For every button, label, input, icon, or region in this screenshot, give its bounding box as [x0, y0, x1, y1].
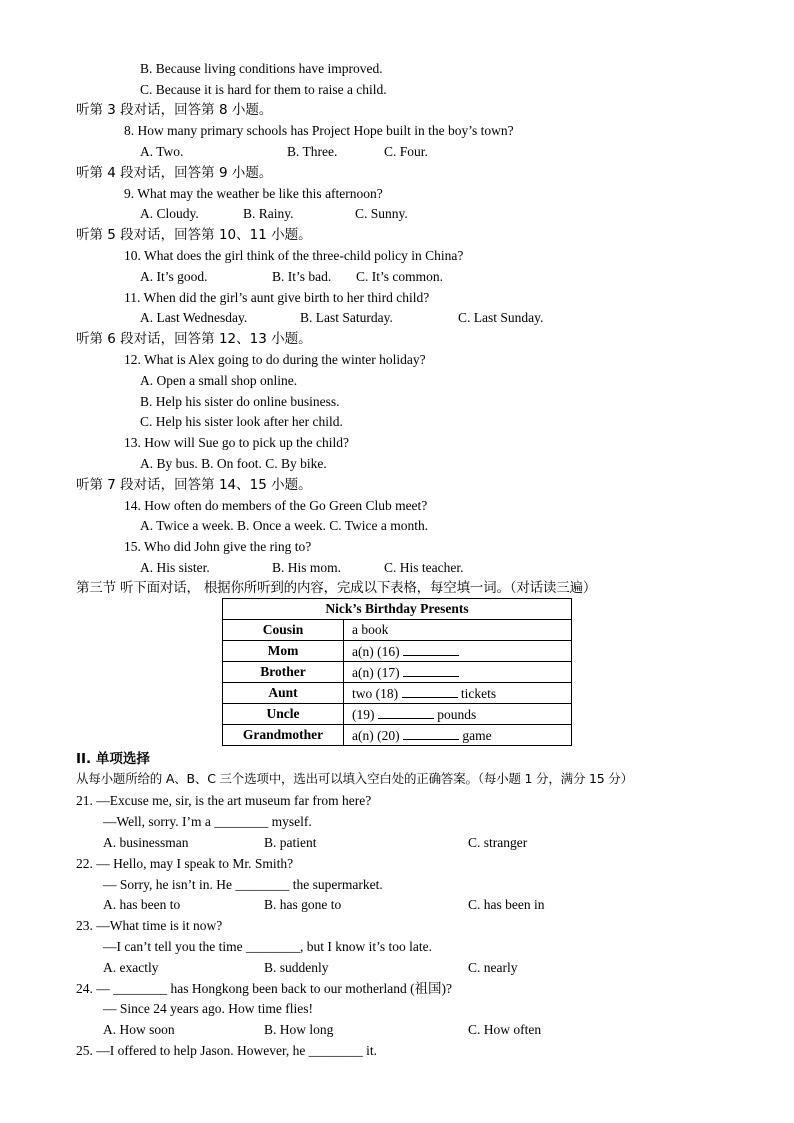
q21-option-c[interactable]: C. stranger [468, 835, 528, 850]
q24-option-c[interactable]: C. How often [468, 1022, 542, 1037]
q22-response: — Sorry, he isn’t in. He ________ the supermarket. [103, 877, 383, 892]
q11-option-c: C. Last Sunday. [458, 310, 544, 325]
q9-option-b: B. Rainy. [243, 206, 294, 221]
section-6-heading: 听第 6 段对话，回答第 12、13 小题。 [76, 331, 312, 347]
q9-option-a: A. Cloudy. [140, 206, 199, 221]
q8-question: 8. How many primary schools has Project Hope built in the boy’s town? [124, 123, 514, 138]
value-text: a(n) (17) [352, 664, 400, 680]
q22-option-c[interactable]: C. has been in [468, 897, 545, 912]
q22-option-b[interactable]: B. has gone to [264, 897, 342, 912]
q11-question: 11. When did the girl’s aunt give birth to her third child? [124, 290, 430, 305]
row-value [344, 704, 572, 725]
q24-question: 24. — ________ has Hongkong been back to our motherland (祖国)? [76, 981, 453, 996]
row-label: Mom [223, 641, 344, 662]
row-value [344, 662, 572, 683]
table-row [223, 662, 572, 683]
q7-option-c: C. Because it is hard for them to raise a child. [140, 82, 387, 97]
q23-option-b[interactable]: B. suddenly [264, 960, 329, 975]
q7-option-b: B. Because living conditions have improved. [140, 61, 383, 76]
q23-option-a[interactable]: A. exactly [103, 960, 159, 975]
q11-option-a: A. Last Wednesday. [140, 310, 248, 325]
table-row [223, 704, 572, 725]
birthday-presents-table [222, 598, 572, 746]
part-3-heading: 第三节 听下面对话， 根据你所听到的内容，完成以下表格，每空填一词。（对话读三遍） [76, 580, 597, 596]
q24-option-a[interactable]: A. How soon [103, 1022, 175, 1037]
q21-response: —Well, sorry. I’m a ________ myself. [103, 814, 312, 829]
q10-option-a: A. It’s good. [140, 269, 208, 284]
answer-blank-19[interactable] [378, 706, 434, 719]
q21-option-a[interactable]: A. businessman [103, 835, 189, 850]
q23-option-c[interactable]: C. nearly [468, 960, 518, 975]
q15-option-b: B. His mom. [272, 560, 342, 575]
section-3-heading: 听第 3 段对话，回答第 8 小题。 [76, 102, 273, 118]
q12-option-a: A. Open a small shop online. [140, 373, 298, 388]
answer-blank-18[interactable] [402, 685, 458, 698]
row-label: Uncle [223, 704, 344, 725]
q15-option-a: A. His sister. [140, 560, 210, 575]
row-label: Brother [223, 662, 344, 683]
q12-option-b: B. Help his sister do online business. [140, 394, 340, 409]
q24-option-b[interactable]: B. How long [264, 1022, 334, 1037]
section-7-heading: 听第 7 段对话，回答第 14、15 小题。 [76, 477, 312, 493]
q12-option-c: C. Help his sister look after her child. [140, 414, 343, 429]
part-ii-instructions: 从每小题所给的 A、B、C 三个选项中，选出可以填入空白处的正确答案。（每小题 1 分，满分 15 分） [76, 771, 633, 786]
q10-question: 10. What does the girl think of the three-child policy in China? [124, 248, 464, 263]
value-text: (19) [352, 706, 375, 722]
q23-response: —I can’t tell you the time ________, but I know it’s too late. [103, 939, 432, 954]
q12-question: 12. What is Alex going to do during the winter holiday? [124, 352, 426, 367]
q10-option-b: B. It’s bad. [272, 269, 332, 284]
q15-question: 15. Who did John give the ring to? [124, 539, 312, 554]
table-row [223, 641, 572, 662]
value-suffix: game [462, 727, 492, 743]
q15-option-c: C. His teacher. [384, 560, 464, 575]
q14-question: 14. How often do members of the Go Green Club meet? [124, 498, 428, 513]
row-value [344, 620, 572, 641]
section-4-heading: 听第 4 段对话，回答第 9 小题。 [76, 165, 273, 181]
q11-option-b: B. Last Saturday. [300, 310, 393, 325]
value-text: a(n) (20) [352, 727, 400, 743]
value-text: two (18) [352, 685, 399, 701]
q21-option-b[interactable]: B. patient [264, 835, 317, 850]
table-row [223, 620, 572, 641]
part-ii-heading: II. 单项选择 [76, 751, 150, 767]
q14-options: A. Twice a week. B. Once a week. C. Twice a month. [140, 518, 429, 533]
q22-option-a[interactable]: A. has been to [103, 897, 181, 912]
table-row [223, 683, 572, 704]
q13-question: 13. How will Sue go to pick up the child? [124, 435, 349, 450]
row-label: Aunt [223, 683, 344, 704]
row-label: Grandmother [223, 725, 344, 746]
answer-blank-17[interactable] [403, 664, 459, 677]
table-row [223, 725, 572, 746]
row-value [344, 641, 572, 662]
answer-blank-16[interactable] [403, 643, 459, 656]
value-suffix: tickets [460, 685, 497, 701]
q10-option-c: C. It’s common. [356, 269, 443, 284]
q8-option-c: C. Four. [384, 144, 428, 159]
row-label: Cousin [223, 620, 344, 641]
row-value [344, 725, 572, 746]
q9-option-c: C. Sunny. [355, 206, 408, 221]
value-text: a(n) (16) [352, 643, 400, 659]
q13-options: A. By bus. B. On foot. C. By bike. [140, 456, 327, 471]
section-5-heading: 听第 5 段对话，回答第 10、11 小题。 [76, 227, 312, 243]
q22-question: 22. — Hello, may I speak to Mr. Smith? [76, 856, 294, 871]
table-title: Nick’s Birthday Presents [223, 599, 572, 620]
value-text: a book [352, 622, 389, 637]
q23-question: 23. —What time is it now? [76, 918, 223, 933]
q25-question: 25. —I offered to help Jason. However, he ________ it. [76, 1043, 378, 1058]
q8-option-b: B. Three. [287, 144, 338, 159]
answer-blank-20[interactable] [403, 727, 459, 740]
q8-option-a: A. Two. [140, 144, 184, 159]
q24-response: — Since 24 years ago. How time flies! [103, 1001, 313, 1016]
value-suffix: pounds [437, 706, 477, 722]
q9-question: 9. What may the weather be like this afternoon? [124, 186, 383, 201]
q21-question: 21. —Excuse me, sir, is the art museum far from here? [76, 793, 372, 808]
row-value [344, 683, 572, 704]
